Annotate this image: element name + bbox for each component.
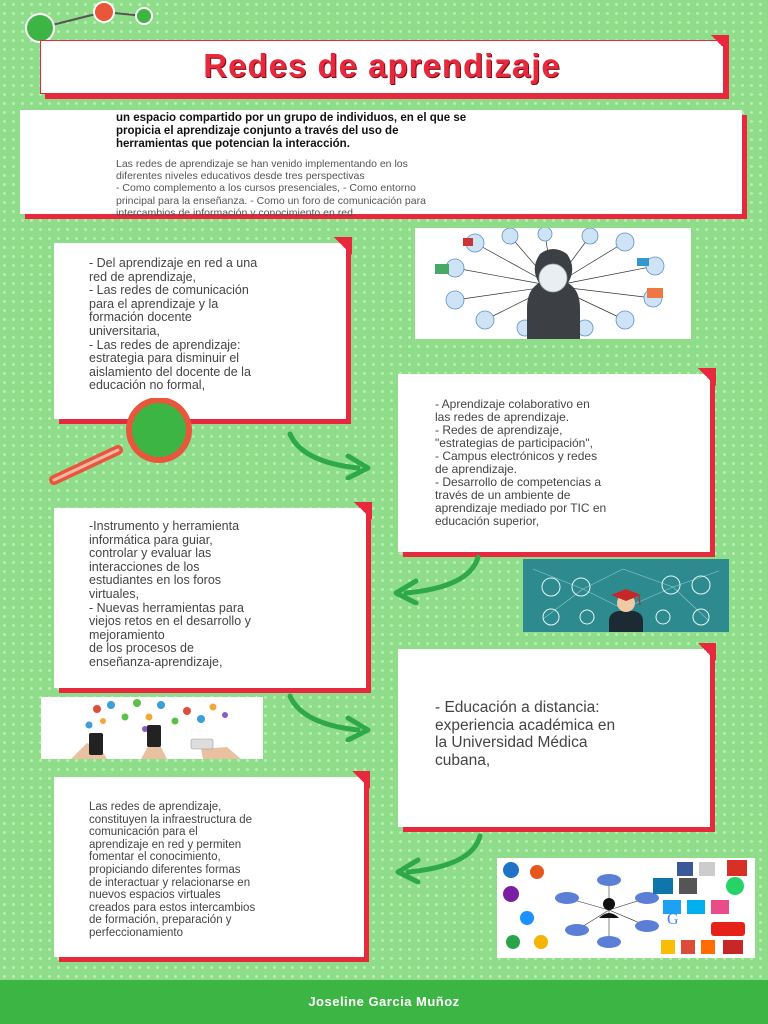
magnifier-icon	[40, 398, 212, 490]
graduate-network-image	[523, 559, 729, 632]
card-5	[54, 777, 364, 957]
card-4-text: - Educación a distancia: experiencia académica en la Universidad Médica cubana,	[435, 699, 616, 769]
card-1	[54, 243, 346, 419]
card-2	[398, 374, 710, 552]
arrow-1-icon	[280, 428, 380, 480]
arrow-3-icon	[280, 690, 380, 742]
corner-fold	[334, 237, 352, 255]
intro-text: Las redes de aprendizaje se han venido implementando en los diferentes niveles educativos desde tres perspectivas - Como complemento a los cursos presenciales, - Como entorno principal para la enseñanza. - Como un foro de comunicación para intercambios de información y conocimiento en red.	[116, 158, 426, 219]
card-2-text: - Aprendizaje colaborativo en las redes de aprendizaje. - Redes de aprendizaje, "estrategias de participación", - Campus electrónicos y redes de aprendizaje. - Desarrollo de competencias a través de un ambiente de aprendizaje mediado por TIC en educación superior,	[435, 397, 607, 528]
definition-text: un espacio compartido por un grupo de individuos, en el que se propicia el aprendizaje conjunto a través del uso de herramientas que potencian la interacción.	[116, 112, 467, 150]
page-title: Redes de aprendizaje	[203, 47, 561, 84]
phones-apps-image	[41, 697, 263, 759]
corner-fold	[698, 368, 716, 386]
card-4	[398, 649, 710, 827]
arrow-4-icon	[390, 832, 490, 884]
footer-bar	[0, 980, 768, 1024]
svg-text:G: G	[667, 911, 679, 928]
corner-fold	[354, 502, 372, 520]
title-card	[40, 40, 724, 94]
intro-card	[20, 110, 742, 219]
arrow-2-icon	[388, 553, 488, 605]
corner-fold	[698, 643, 716, 661]
card-1-text: - Del aprendizaje en red a una red de aprendizaje, - Las redes de comunicación para el aprendizaje y la formación docente universitaria, - Las redes de aprendizaje: estrategia para disminuir el aislamiento del docente de la educación no formal,	[89, 256, 258, 393]
molecule-decoration	[12, 0, 162, 45]
corner-fold	[352, 771, 370, 789]
card-5-text: Las redes de aprendizaje, constituyen la infraestructura de comunicación para el aprendizaje en red y permiten fomentar el conocimiento, propiciando diferentes formas de interactuar y relacionarse en nuevos espacios virtuales creados para estos intercambios de formación, preparación y perfeccionamiento	[89, 801, 256, 939]
author-name: Joseline Garcia Muñoz	[308, 994, 460, 1009]
network-head-image	[415, 228, 691, 339]
social-apps-image	[497, 858, 755, 958]
card-3	[54, 508, 366, 688]
card-3-text: -Instrumento y herramienta informática para guiar, controlar y evaluar las interacciones de los estudiantes en los foros virtuales, - Nuevas herramientas para viejos retos en el desarrollo y mejoramiento de los procesos de enseñanza-aprendizaje,	[89, 519, 251, 669]
